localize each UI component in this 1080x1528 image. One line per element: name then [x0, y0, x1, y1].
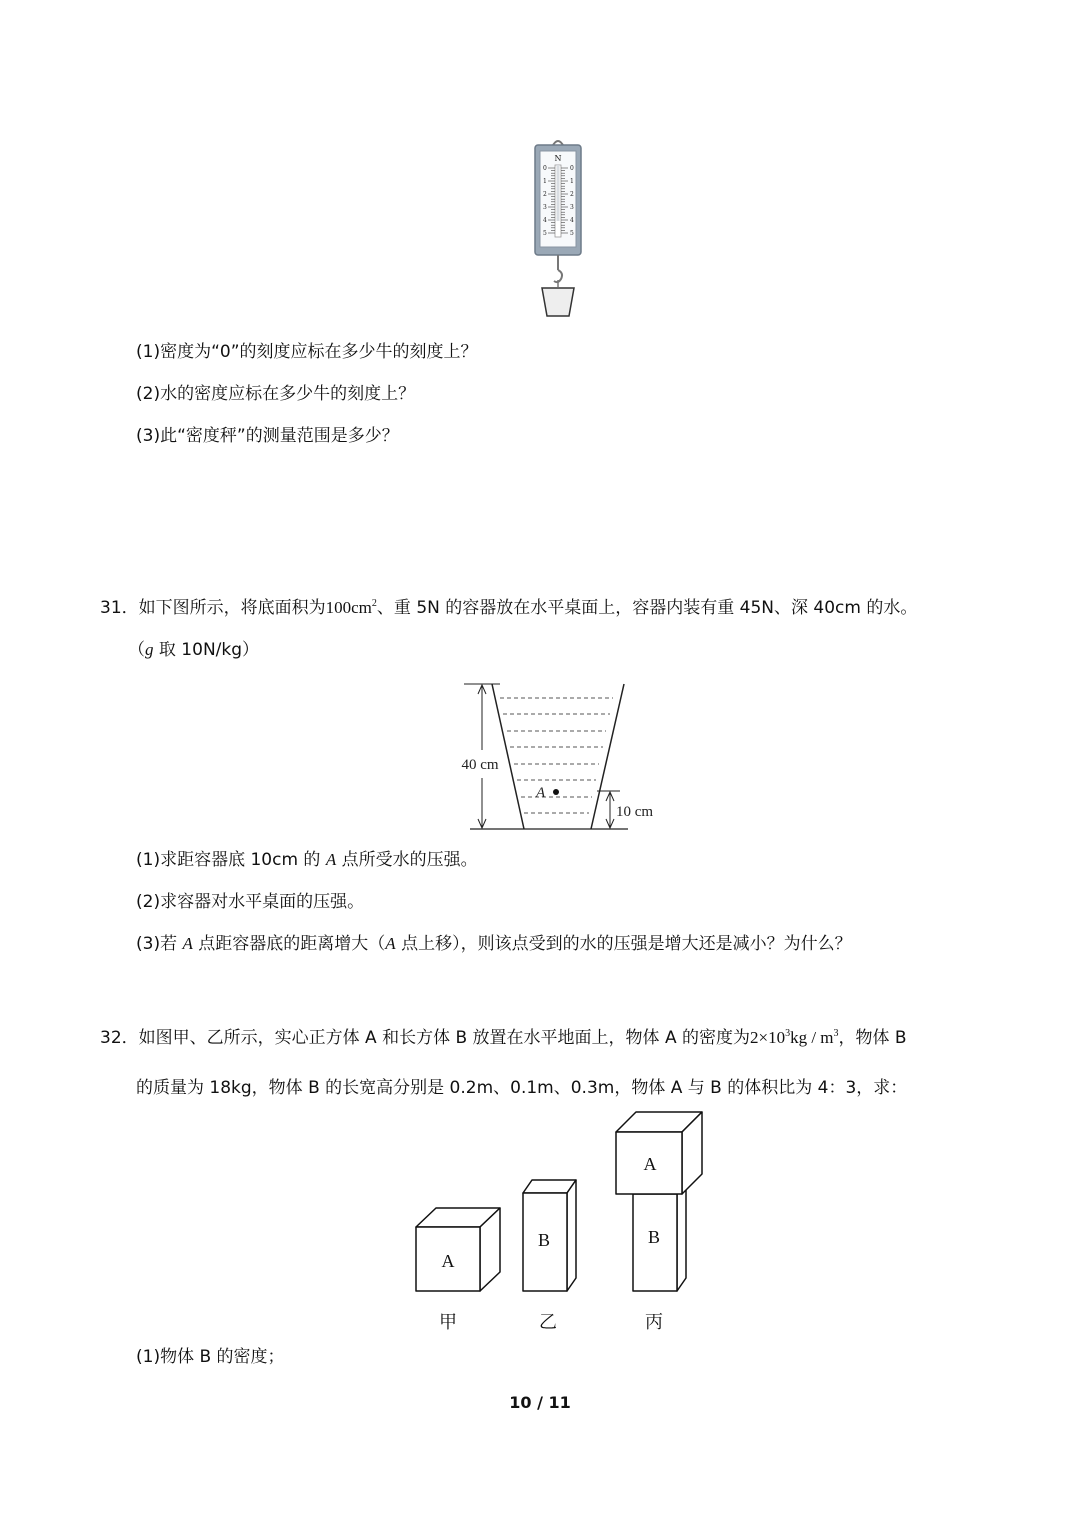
depth-label: 40 cm: [461, 757, 499, 773]
q31-stem-line1: [100, 596, 917, 620]
scale-number: 5: [543, 230, 547, 237]
q31-g-symbol: g: [145, 640, 154, 659]
q32-number: 32．: [100, 1028, 139, 1048]
caption-jia: 甲: [439, 1312, 457, 1333]
spring-scale-figure: [528, 135, 588, 320]
q31-sub1-text-a: (1)求距容器底 10cm 的: [136, 850, 326, 870]
q31-sub3-text-b: 点距容器底的距离增大（: [192, 934, 386, 954]
scale-number: 0: [570, 165, 574, 172]
q32-text-a: 如图甲、乙所示，实心正方体 A 和长方体 B 放置在水平地面上，物体 A 的密度为: [138, 1028, 750, 1048]
q31-sub3: [136, 932, 852, 956]
scale-number: 1: [543, 178, 547, 185]
q32-density-unit-exp: 3: [833, 1028, 839, 1039]
scale-unit-label: N: [554, 154, 562, 163]
container-figure: [450, 678, 654, 838]
page-number: 10 / 11: [509, 1393, 571, 1412]
bing-block-a-label: A: [643, 1154, 657, 1174]
q30-sub2: (2)水的密度应标在多少牛的刻度上？: [136, 384, 416, 404]
scale-number: 2: [543, 191, 547, 198]
caption-yi: 乙: [539, 1312, 557, 1333]
blocks-figure: [400, 1105, 720, 1345]
scale-number: 2: [570, 191, 574, 198]
q31-sub3-text-a: (3)若: [136, 934, 183, 954]
q30-sub1: (1)密度为“0”的刻度应标在多少牛的刻度上？: [136, 342, 478, 362]
scale-number: 4: [570, 217, 574, 224]
q31-sub3-text-c: 点上移），则该点受到的水的压强是增大还是减小？为什么？: [395, 934, 852, 954]
q32-density-unit: kg / m: [790, 1028, 834, 1047]
bing-block-b-label: B: [647, 1227, 661, 1247]
scale-number: 5: [570, 230, 574, 237]
yi-block-b-label: B: [537, 1230, 551, 1250]
q31-number: 31．: [100, 598, 139, 618]
q31-sub1-text-b: 点所受水的压强。: [336, 850, 478, 870]
q32-density-exp: 3: [785, 1028, 791, 1039]
q32-stem-line1: [100, 1026, 907, 1050]
q31-g-rest: 取 10N/kg）: [153, 640, 260, 660]
scale-number: 3: [543, 204, 547, 211]
q31-sub1: [136, 848, 478, 872]
scale-number: 1: [570, 178, 574, 185]
caption-bing: 丙: [645, 1312, 663, 1333]
point-a-label: A: [536, 785, 546, 801]
q31-sub3-point2: A: [385, 934, 396, 953]
q31-text-a: 如下图所示，将底面积为: [138, 598, 326, 618]
q32-stem-line2: 的质量为 18kg，物体 B 的长宽高分别是 0.2m、0.1m、0.3m，物体 A 与 B 的体积比为 4：3，求：: [136, 1078, 908, 1098]
q32-density-coef: 2×10: [749, 1028, 786, 1047]
q31-sub3-point1: A: [182, 934, 193, 953]
scale-number: 4: [543, 217, 547, 224]
q31-text-b: 、重 5N 的容器放在水平桌面上，容器内装有重 45N、深 40cm 的水。: [376, 598, 918, 618]
q30-sub3: (3)此“密度秤”的测量范围是多少？: [136, 426, 399, 446]
height-label: 10 cm: [616, 804, 654, 820]
q31-sub1-point: A: [325, 850, 337, 869]
q32-text-b: ，物体 B: [838, 1028, 907, 1048]
q31-area-exp: 2: [371, 598, 377, 609]
q32-sub1: (1)物体 B 的密度；: [136, 1347, 285, 1367]
q31-area-value: 100cm: [325, 598, 372, 617]
q31-sub2: (2)求容器对水平桌面的压强。: [136, 892, 365, 912]
scale-number: 0: [543, 165, 547, 172]
scale-number: 3: [570, 204, 574, 211]
q31-stem-line2: [128, 638, 259, 662]
jia-block-a-label: A: [441, 1251, 455, 1271]
q31-g-open: （: [128, 640, 145, 660]
